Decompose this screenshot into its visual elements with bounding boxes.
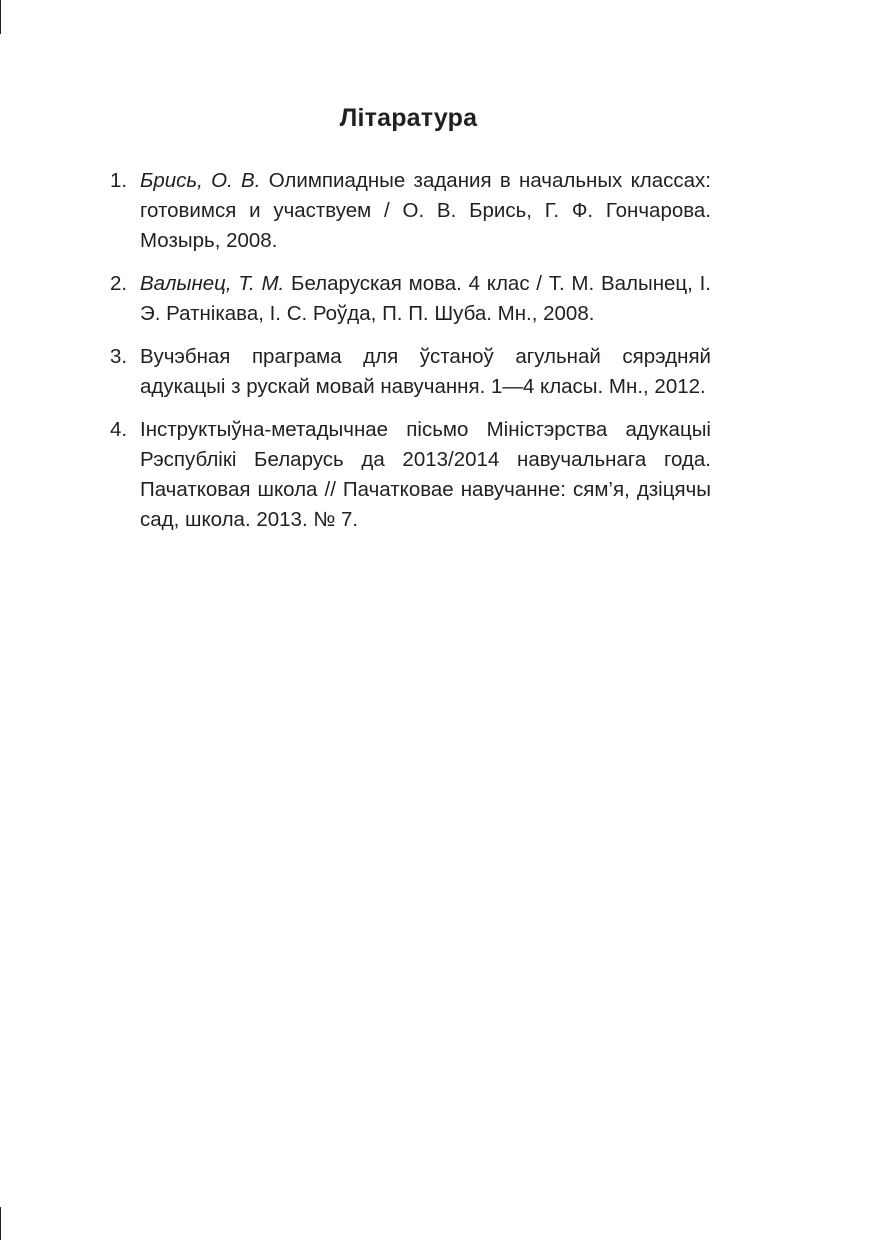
reference-list [110,166,711,548]
crop-mark-bottom [0,1207,1,1240]
reference-author: Брись, О. В. [140,169,261,192]
reference-text: Вучэбная праграма для ўстаноў агульнай сярэдняй адукацыі з рускай мовай навучання. 1—4 класы. Мн., 2012. [140,345,711,398]
reference-text: Олимпиадные задания в начальных классах: готовимся и участвуем / О. В. Брись, Г. Ф. Гончарова. Мозырь, 2008. [140,169,711,252]
reference-number: 4. [110,418,128,441]
reference-item [110,166,711,256]
reference-item [110,342,711,402]
reference-text: Інструктыўна-метадычнае пісьмо Міністэрства адукацыі Рэспублікі Беларусь да 2013/2014 навучальнага года. Пачатковая школа // Пачатковае навучанне: сям’я, дзіцячы сад, школа. 2013. № 7. [140,418,711,531]
reference-author: Валынец, Т. М. [140,272,285,295]
reference-item [110,415,711,535]
crop-mark-top [0,0,1,34]
reference-number: 2. [110,272,128,295]
reference-number: 3. [110,345,128,368]
page-title: Літаратура [339,104,478,132]
reference-text: Беларуская мова. 4 клас / Т. М. Валынец, І. Э. Ратнікава, І. С. Роўда, П. П. Шуба. Мн., 2008. [140,272,712,325]
reference-number: 1. [110,169,128,192]
reference-item [110,269,711,329]
